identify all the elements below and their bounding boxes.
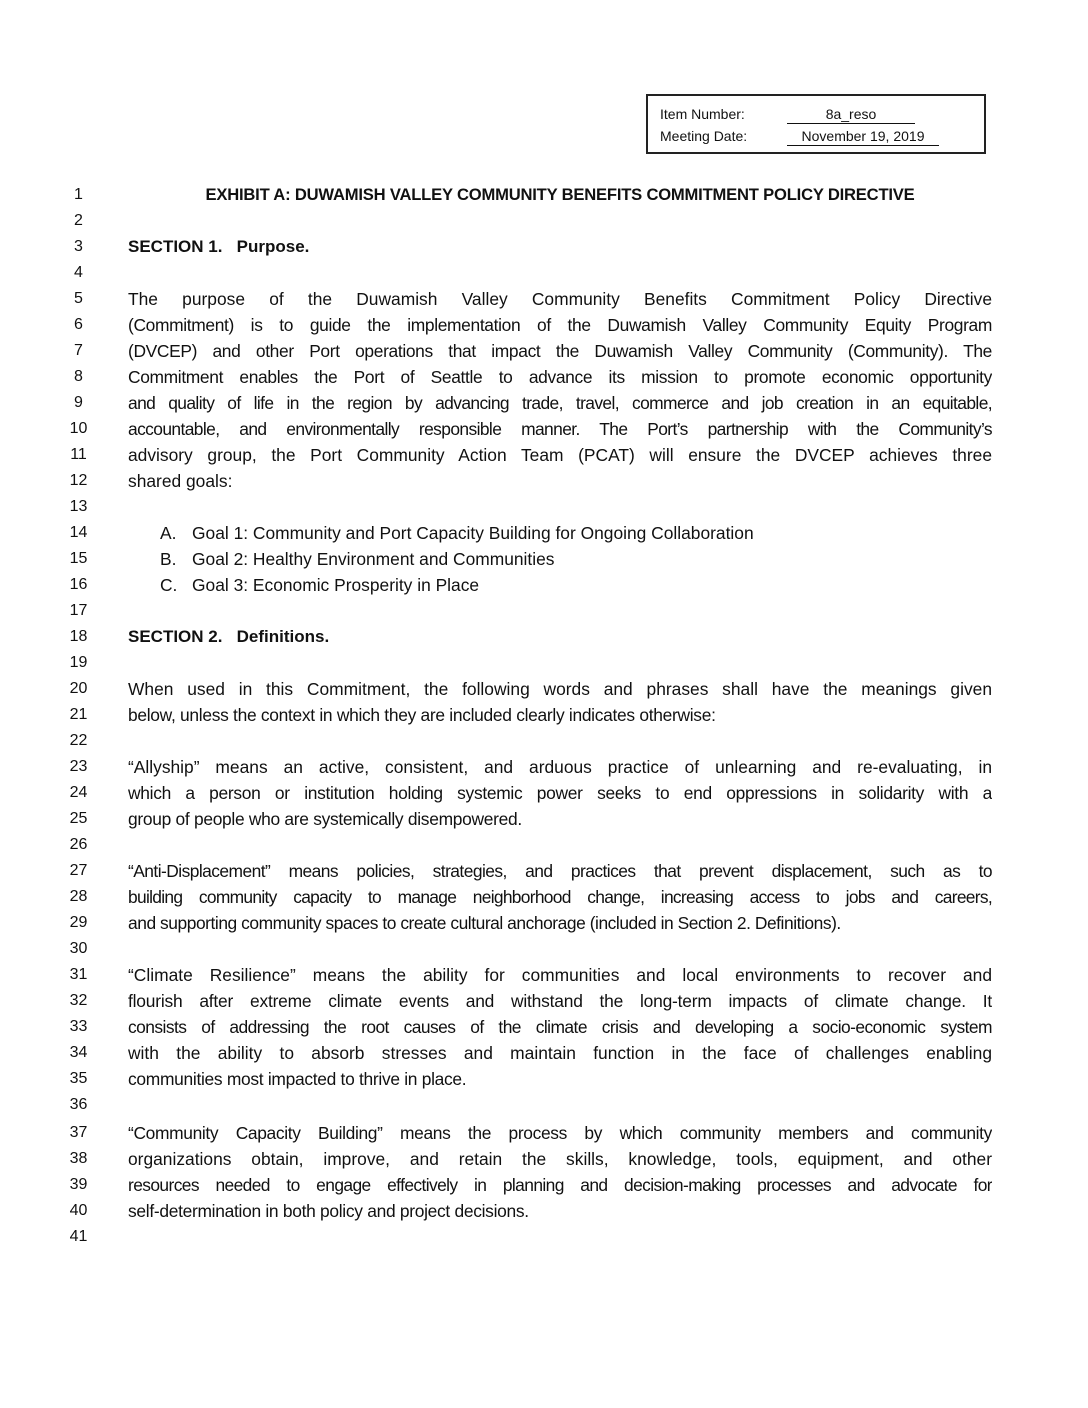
line-number: 1 — [74, 186, 83, 203]
section-1-heading: SECTION 1. Purpose. — [128, 237, 310, 256]
line-number: 35 — [69, 1070, 88, 1087]
doc-line — [0, 182, 1088, 208]
goal-letter: C. — [160, 575, 178, 595]
line-number: 13 — [69, 498, 88, 515]
doc-line — [0, 832, 1088, 858]
line-number: 12 — [69, 472, 88, 489]
definition-community-capacity-line: resources needed to engage effectively in planning and decision-making processes and advocate for — [128, 1175, 992, 1195]
definition-allyship-line: which a person or institution holding systemic power seeks to end oppressions in solidarity with a — [128, 783, 992, 803]
document-title: EXHIBIT A: DUWAMISH VALLEY COMMUNITY BENEFITS COMMITMENT POLICY DIRECTIVE — [205, 185, 915, 204]
goal-text: Goal 3: Economic Prosperity in Place — [192, 575, 480, 595]
definitions-intro-line: When used in this Commitment, the following words and phrases shall have the meanings given — [128, 679, 992, 699]
doc-line — [0, 286, 1088, 312]
line-number: 26 — [69, 836, 88, 853]
meeting-date-value: November 19, 2019 — [787, 128, 939, 146]
definitions-intro-line: below, unless the context in which they are included clearly indicates otherwise: — [128, 705, 716, 725]
line-number: 36 — [69, 1096, 88, 1113]
line-number: 38 — [69, 1150, 88, 1167]
goal-letter: B. — [160, 549, 177, 569]
doc-line — [0, 1092, 1088, 1118]
goal-text: Goal 2: Healthy Environment and Communities — [192, 549, 555, 569]
line-number: 31 — [69, 966, 88, 983]
meeting-date-row — [660, 126, 939, 146]
definition-climate-resilience-line: with the ability to absorb stresses and maintain function in the face of challenges enabling — [128, 1043, 992, 1063]
line-number: 28 — [69, 888, 88, 905]
doc-line — [0, 806, 1088, 832]
doc-line — [0, 1146, 1088, 1172]
doc-line — [0, 858, 1088, 884]
definition-community-capacity-line: organizations obtain, improve, and retain the skills, knowledge, tools, equipment, and other — [128, 1149, 992, 1169]
definition-community-capacity-line: self-determination in both policy and project decisions. — [128, 1201, 529, 1221]
purpose-text-line: (DVCEP) and other Port operations that impact the Duwamish Valley Community (Community). The — [128, 341, 992, 361]
line-number: 40 — [69, 1202, 88, 1219]
purpose-text-line: advisory group, the Port Community Action Team (PCAT) will ensure the DVCEP achieves three — [128, 445, 992, 465]
doc-line — [0, 1040, 1088, 1066]
line-number: 10 — [69, 420, 88, 437]
definition-community-capacity-line: “Community Capacity Building” means the process by which community members and community — [128, 1123, 992, 1143]
line-number: 37 — [69, 1124, 88, 1141]
doc-line — [0, 676, 1088, 702]
line-number: 5 — [74, 290, 83, 307]
doc-line — [0, 442, 1088, 468]
line-number: 6 — [74, 316, 83, 333]
doc-line — [0, 260, 1088, 286]
doc-line — [0, 936, 1088, 962]
line-number: 19 — [69, 654, 88, 671]
line-number: 9 — [74, 394, 83, 411]
doc-line — [0, 624, 1088, 650]
line-number: 16 — [69, 576, 88, 593]
item-number-value: 8a_reso — [787, 106, 915, 124]
doc-line — [0, 1120, 1088, 1146]
doc-line — [0, 988, 1088, 1014]
line-number: 3 — [74, 238, 83, 255]
doc-line — [0, 208, 1088, 234]
doc-line — [0, 702, 1088, 728]
purpose-text-line: The purpose of the Duwamish Valley Community Benefits Commitment Policy Directive — [128, 289, 992, 309]
doc-line — [0, 1066, 1088, 1092]
doc-line — [0, 312, 1088, 338]
meeting-date-label: Meeting Date: — [660, 128, 748, 144]
definition-anti-displacement-line: building community capacity to manage neighborhood change, increasing access to jobs and careers, — [128, 887, 992, 907]
definition-anti-displacement-line: and supporting community spaces to create cultural anchorage (included in Section 2. Definitions). — [128, 913, 841, 933]
doc-line — [0, 338, 1088, 364]
doc-line — [0, 1224, 1088, 1250]
doc-line — [0, 1198, 1088, 1224]
doc-line — [0, 416, 1088, 442]
purpose-text-line: accountable, and environmentally responsible manner. The Port’s partnership with the Community’s — [128, 419, 992, 439]
doc-line — [0, 650, 1088, 676]
line-number: 15 — [69, 550, 88, 567]
item-number-label: Item Number: — [660, 106, 745, 122]
purpose-text-line: Commitment enables the Port of Seattle to advance its mission to promote economic opportunity — [128, 367, 992, 387]
line-number: 14 — [69, 524, 88, 541]
doc-line — [0, 910, 1088, 936]
doc-line — [0, 390, 1088, 416]
section-2-heading: SECTION 2. Definitions. — [128, 627, 330, 646]
goal-text: Goal 1: Community and Port Capacity Building for Ongoing Collaboration — [192, 523, 754, 543]
line-number: 33 — [69, 1018, 88, 1035]
definition-allyship-line: group of people who are systemically disempowered. — [128, 809, 522, 829]
line-number: 22 — [69, 732, 88, 749]
line-number: 34 — [69, 1044, 88, 1061]
purpose-text-line: shared goals: — [128, 471, 233, 491]
line-number: 24 — [69, 784, 88, 801]
doc-line — [0, 884, 1088, 910]
goal-letter: A. — [160, 523, 177, 543]
purpose-text-line: (Commitment) is to guide the implementation of the Duwamish Valley Community Equity Program — [128, 315, 992, 335]
goal-list-item — [0, 572, 1088, 598]
line-number: 27 — [69, 862, 88, 879]
line-number: 20 — [69, 680, 88, 697]
line-number: 2 — [74, 212, 83, 229]
purpose-text-line: and quality of life in the region by advancing trade, travel, commerce and job creation in an equitable, — [128, 393, 992, 413]
definition-climate-resilience-line: flourish after extreme climate events and withstand the long-term impacts of climate change. It — [128, 991, 992, 1011]
doc-line — [0, 754, 1088, 780]
line-number: 25 — [69, 810, 88, 827]
line-number: 8 — [74, 368, 83, 385]
doc-line — [0, 1014, 1088, 1040]
doc-line — [0, 364, 1088, 390]
line-number: 11 — [70, 446, 87, 463]
goal-list-item — [0, 546, 1088, 572]
line-number: 39 — [69, 1176, 88, 1193]
doc-line — [0, 728, 1088, 754]
doc-line — [0, 780, 1088, 806]
doc-line — [0, 962, 1088, 988]
line-number: 41 — [69, 1228, 88, 1245]
item-number-row — [660, 104, 915, 124]
item-info-box — [646, 94, 986, 154]
line-number: 18 — [69, 628, 88, 645]
definition-anti-displacement-line: “Anti-Displacement” means policies, strategies, and practices that prevent displacement, such as to — [128, 861, 992, 881]
doc-line — [0, 1172, 1088, 1198]
doc-line — [0, 468, 1088, 494]
definition-climate-resilience-line: consists of addressing the root causes of the climate crisis and developing a socio-economic system — [128, 1017, 992, 1037]
line-number: 7 — [74, 342, 83, 359]
line-number: 30 — [69, 940, 88, 957]
doc-line — [0, 494, 1088, 520]
line-number: 21 — [69, 706, 88, 723]
line-number: 32 — [69, 992, 88, 1009]
doc-line — [0, 234, 1088, 260]
line-number: 4 — [74, 264, 83, 281]
definition-climate-resilience-line: “Climate Resilience” means the ability for communities and local environments to recover and — [128, 965, 992, 985]
line-number: 17 — [69, 602, 88, 619]
line-number: 29 — [69, 914, 88, 931]
doc-line — [0, 598, 1088, 624]
definition-allyship-line: “Allyship” means an active, consistent, and arduous practice of unlearning and re-evaluating, in — [128, 757, 992, 777]
goal-list-item — [0, 520, 1088, 546]
definition-climate-resilience-line: communities most impacted to thrive in place. — [128, 1069, 467, 1089]
line-number: 23 — [69, 758, 88, 775]
